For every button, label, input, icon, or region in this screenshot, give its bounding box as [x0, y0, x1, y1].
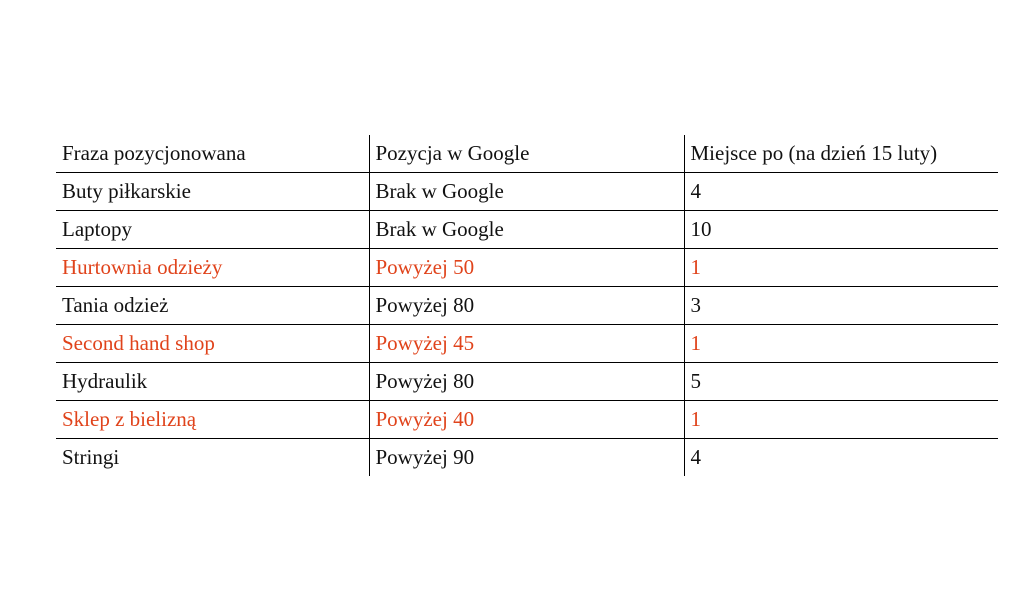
cell-google-position: Brak w Google	[369, 211, 684, 249]
cell-google-position: Powyżej 90	[369, 439, 684, 477]
table-row	[56, 211, 998, 249]
header-position-after: Miejsce po (na dzień 15 luty)	[684, 135, 998, 173]
header-google-position: Pozycja w Google	[369, 135, 684, 173]
table-row	[56, 401, 998, 439]
table-row	[56, 287, 998, 325]
cell-position-after: 1	[684, 325, 998, 363]
cell-position-after: 1	[684, 249, 998, 287]
header-phrase: Fraza pozycjonowana	[56, 135, 369, 173]
table-row	[56, 249, 998, 287]
cell-google-position: Powyżej 45	[369, 325, 684, 363]
table-row	[56, 173, 998, 211]
cell-google-position: Powyżej 80	[369, 287, 684, 325]
cell-phrase: Sklep z bielizną	[56, 401, 369, 439]
cell-phrase: Buty piłkarskie	[56, 173, 369, 211]
cell-phrase: Stringi	[62, 445, 120, 469]
cell-position-after: 10	[684, 211, 998, 249]
cell-position-after: 5	[684, 363, 998, 401]
cell-google-position: Brak w Google	[369, 173, 684, 211]
cell-position-after: 4	[684, 439, 998, 477]
cell-phrase: Tania odzież	[56, 287, 369, 325]
cell-phrase: Laptopy	[56, 211, 369, 249]
cell-google-position: Powyżej 40	[369, 401, 684, 439]
cell-position-after: 1	[684, 401, 998, 439]
cell-position-after: 3	[684, 287, 998, 325]
cell-phrase: Second hand shop	[56, 325, 369, 363]
cell-phrase: Hydraulik	[56, 363, 369, 401]
cell-google-position: Powyżej 50	[369, 249, 684, 287]
table-row	[56, 363, 998, 401]
ranking-table	[56, 135, 998, 476]
table-row	[56, 325, 998, 363]
cell-phrase: Hurtownia odzieży	[56, 249, 369, 287]
table-header-row	[56, 135, 998, 173]
cell-position-after: 4	[684, 173, 998, 211]
cell-google-position: Powyżej 80	[369, 363, 684, 401]
table-row	[56, 439, 998, 477]
